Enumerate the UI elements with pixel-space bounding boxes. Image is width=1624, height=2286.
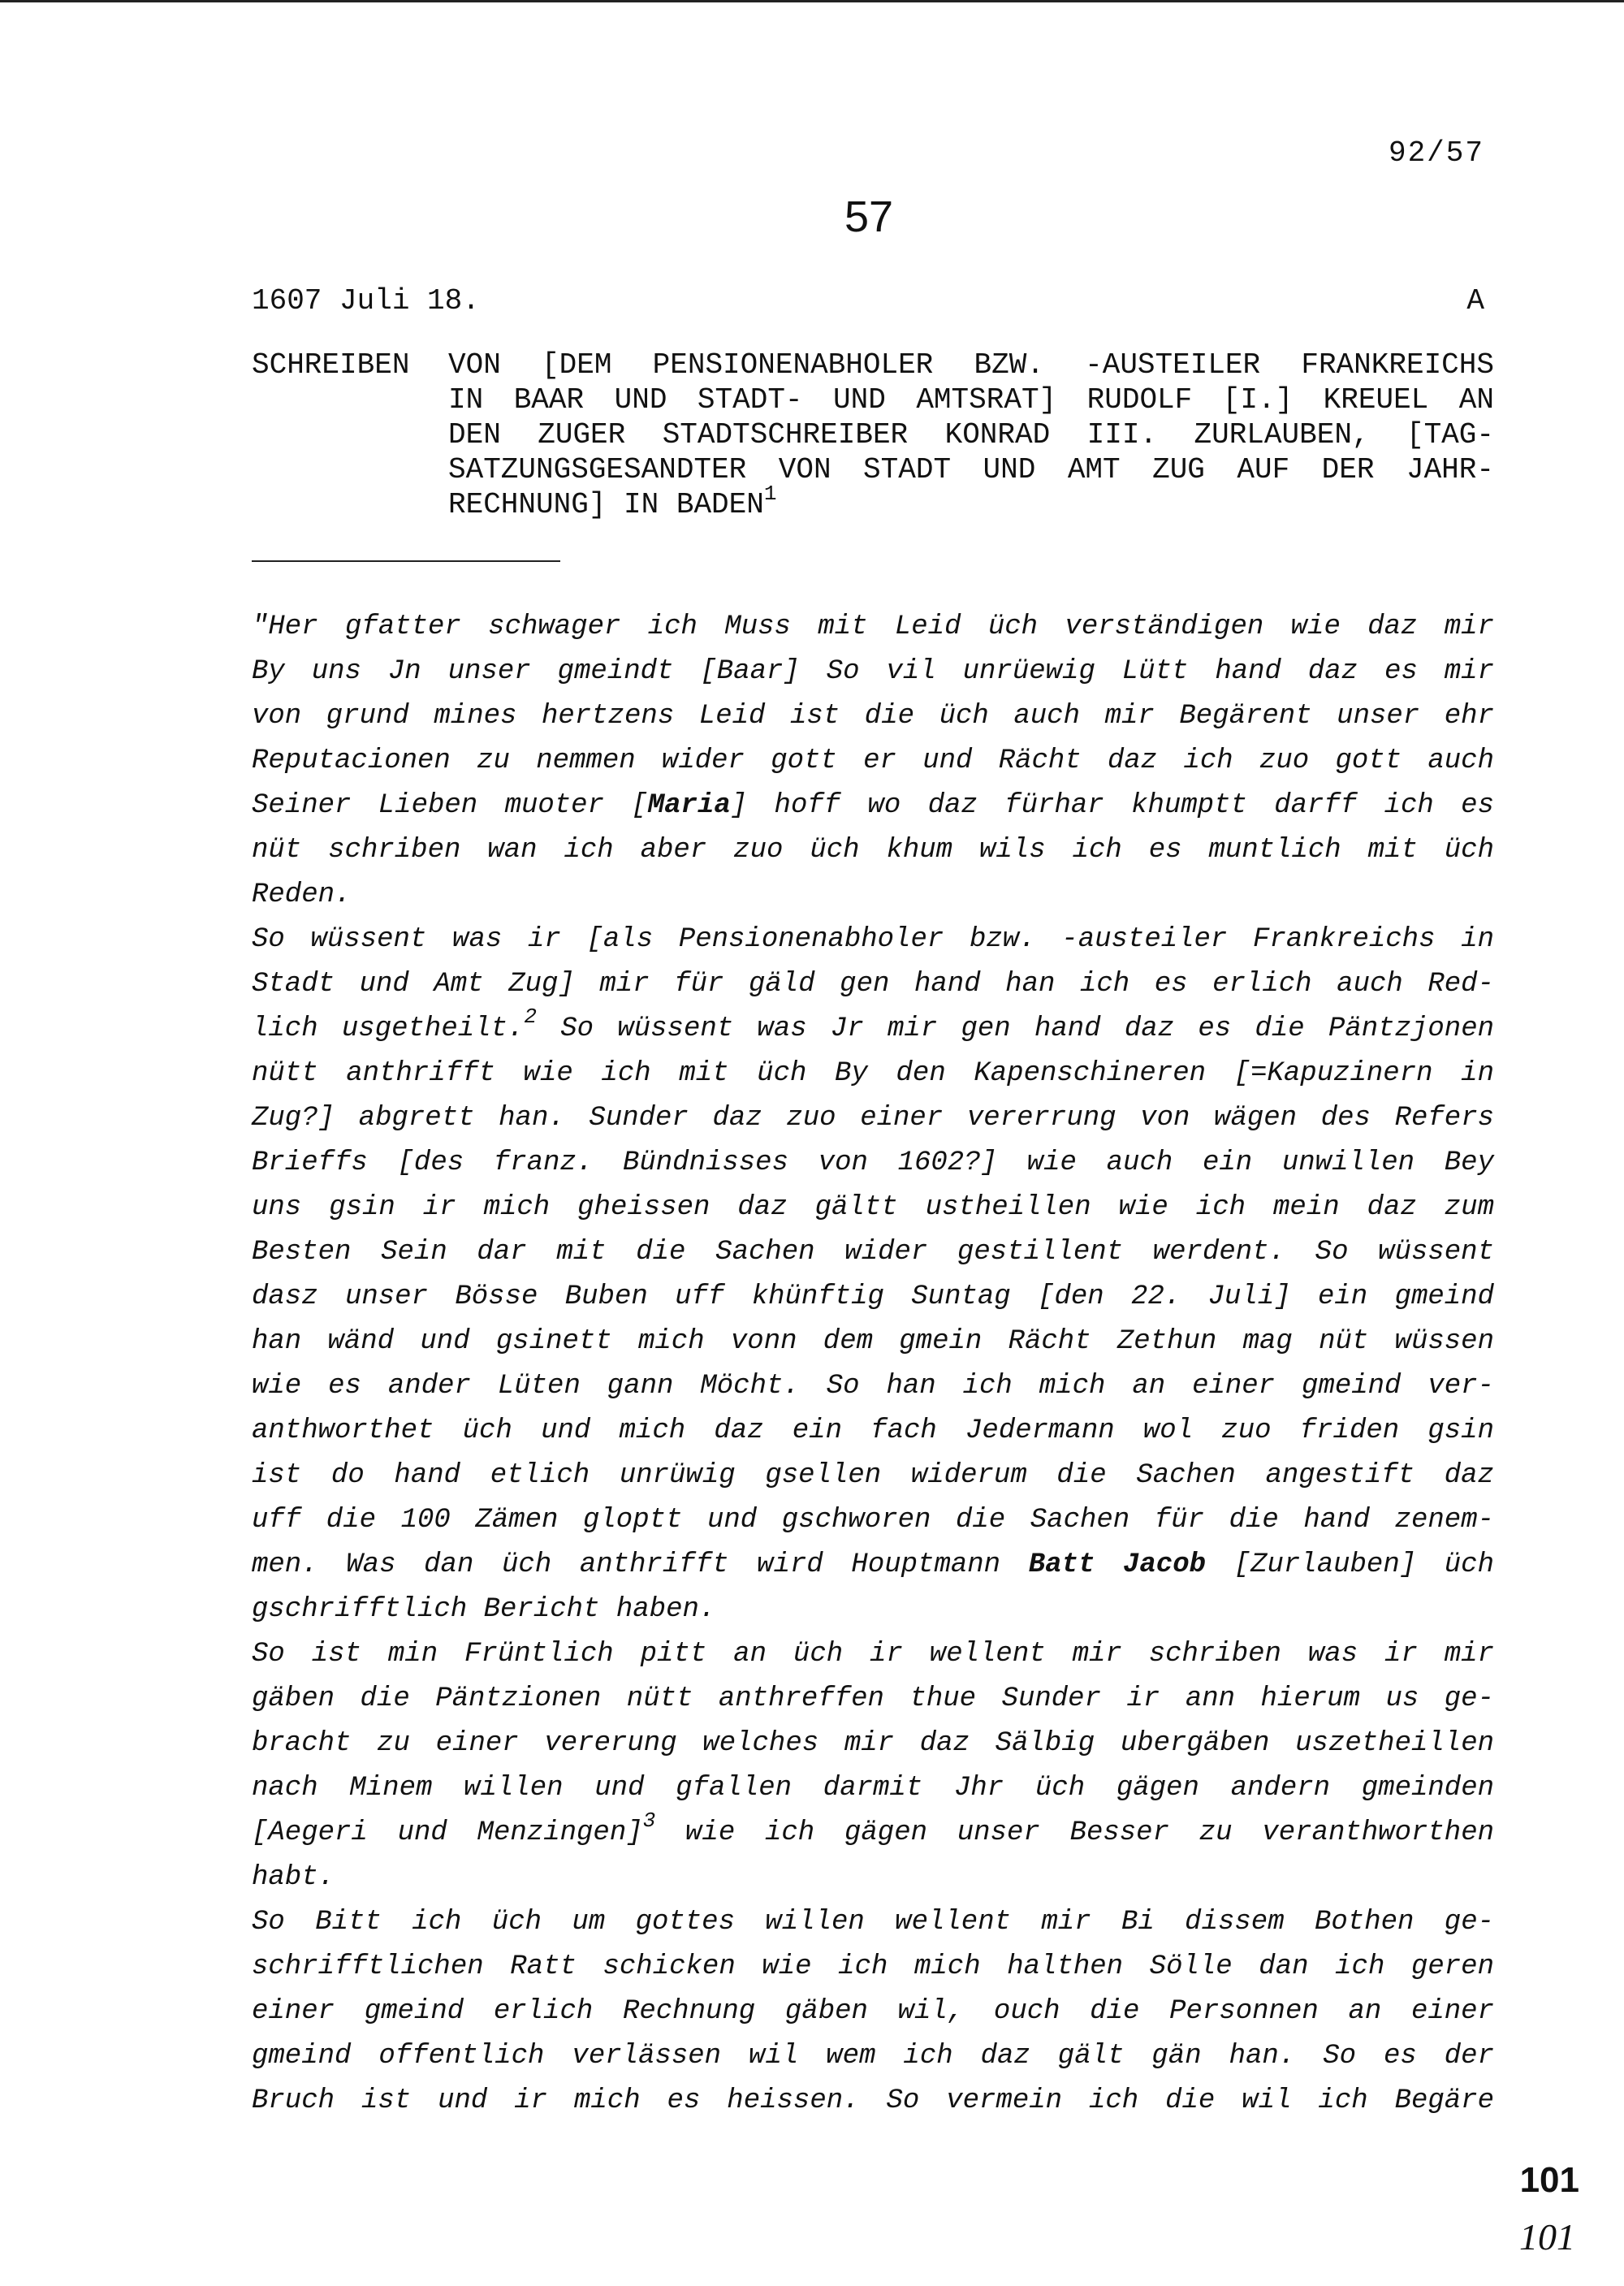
text-line: nütt anthrifft wie ich mit üch By den Kapenschineren [=Kapuzinern in bbox=[252, 1058, 1494, 1089]
text-line: [Aegeri und Menzingen]$^3$ wie ich gägen unser Besser zu veranthworthen bbox=[252, 1808, 1494, 1848]
text-line: ist do hand etlich unrüwig gsellen widerum die Sachen angestift daz bbox=[252, 1460, 1494, 1491]
text-line: men. Was dan üch anthrifft wird Houptmann Batt Jacob [Zurlauben] üch bbox=[252, 1549, 1494, 1580]
page-stamp: 101 bbox=[1519, 2160, 1579, 2200]
text-line: uff die 100 Zämen gloptt und gschworen die Sachen für die hand zenem- bbox=[252, 1505, 1494, 1536]
footnote-mark: 3 bbox=[642, 1808, 656, 1833]
text-line: habt. bbox=[252, 1862, 335, 1893]
top-border bbox=[0, 0, 1624, 2]
text-line: Seiner Lieben muoter [Maria] hoff wo daz fürhar khumptt darff ich es bbox=[252, 790, 1494, 821]
text-line: einer gmeind erlich Rechnung gäben wil, ouch die Personnen an einer bbox=[252, 1996, 1494, 2027]
text-line: von grund mines hertzens Leid ist die üch auch mir Begärent unser ehr bbox=[252, 701, 1494, 732]
text-line: schrifftlichen Ratt schicken wie ich mich halthen Sölle dan ich geren bbox=[252, 1951, 1494, 1982]
text-line: Reden. bbox=[252, 879, 352, 910]
text-line: So wüssent was ir [als Pensionenabholer bzw. -austeiler Frankreichs in bbox=[252, 924, 1494, 955]
letter-body bbox=[252, 605, 1494, 2124]
separator-rule bbox=[252, 560, 560, 562]
heading-line: DEN ZUGER STADTSCHREIBER KONRAD III. ZURLAUBEN, [TAG- bbox=[448, 418, 1494, 452]
text-line: bracht zu einer vererung welches mir daz Sälbig ubergäben uszetheillen bbox=[252, 1728, 1494, 1759]
text-line: lich usgetheilt.$^2$ So wüssent was Jr mir gen hand daz es die Päntzjonen bbox=[252, 1005, 1494, 1044]
text-line: gmeind offentlich verlässen wil wem ich daz gält gän han. So es der bbox=[252, 2041, 1494, 2072]
text-line: dasz unser Bösse Buben uff khünftig Suntag [den 22. Juli] ein gmeind bbox=[252, 1281, 1494, 1312]
text-line: nüt schriben wan ich aber zuo üch khum wils ich es muntlich mit üch bbox=[252, 835, 1494, 866]
text-line: Bruch ist und ir mich es heissen. So vermein ich die wil ich Begäre bbox=[252, 2085, 1494, 2116]
version-letter: A bbox=[1466, 284, 1484, 318]
text-line: Brieffs [des franz. Bündnisses von 1602?] wie auch ein unwillen Bey bbox=[252, 1147, 1494, 1178]
text-line: Besten Sein dar mit die Sachen wider gestillent werdent. So wüssent bbox=[252, 1237, 1494, 1268]
heading-line: IN BAAR UND STADT- UND AMTSRAT] RUDOLF [I.] KREUEL AN bbox=[448, 383, 1494, 417]
footnote-mark: 1 bbox=[763, 482, 777, 506]
heading-text bbox=[448, 348, 1494, 522]
text-line: Stadt und Amt Zug] mir für gäld gen hand han ich es erlich auch Red- bbox=[252, 969, 1494, 1000]
name-maria: Maria bbox=[647, 790, 731, 821]
text-line: gschrifftlich Bericht haben. bbox=[252, 1594, 716, 1625]
name-batt-jacob: Batt Jacob bbox=[1028, 1549, 1207, 1580]
text-line: wie es ander Lüten gann Möcht. So han ich mich an einer gmeind ver- bbox=[252, 1371, 1494, 1402]
document-number: 57 bbox=[844, 192, 894, 241]
text-line: By uns Jn unser gmeindt [Baar] So vil unrüewig Lütt hand daz es mir bbox=[252, 656, 1494, 687]
footnote-mark: 2 bbox=[524, 1005, 537, 1029]
heading-line: VON [DEM PENSIONENABHOLER BZW. -AUSTEILER FRANKREICHS bbox=[448, 348, 1494, 382]
heading-line: SATZUNGSGESANDTER VON STADT UND AMT ZUG AUF DER JAHR- bbox=[448, 453, 1494, 486]
reference-number: 92/57 bbox=[1388, 136, 1484, 170]
text-line: han wänd und gsinett mich vonn dem gmein Rächt Zethun mag nüt wüssen bbox=[252, 1326, 1494, 1357]
text-line: Reputacionen zu nemmen wider gott er und Rächt daz ich zuo gott auch bbox=[252, 745, 1494, 776]
text-line: gäben die Päntzionen nütt anthreffen thue Sunder ir ann hierum us ge- bbox=[252, 1683, 1494, 1714]
heading-line: RECHNUNG] IN BADEN$^1$ bbox=[448, 482, 777, 521]
text-line: So Bitt ich üch um gottes willen wellent mir Bi dissem Bothen ge- bbox=[252, 1907, 1494, 1938]
text-line: uns gsin ir mich gheissen daz gältt ustheillen wie ich mein daz zum bbox=[252, 1192, 1494, 1223]
heading-label: SCHREIBEN bbox=[252, 348, 410, 382]
document-date: 1607 Juli 18. bbox=[252, 284, 480, 318]
text-line: nach Minem willen und gfallen darmit Jhr üch gägen andern gmeinden bbox=[252, 1773, 1494, 1804]
text-line: anthworthet üch und mich daz ein fach Jedermann wol zuo friden gsin bbox=[252, 1415, 1494, 1446]
text-line: So ist min Früntlich pitt an üch ir wellent mir schriben was ir mir bbox=[252, 1639, 1494, 1670]
handwritten-page-number: 101 bbox=[1519, 2216, 1575, 2258]
text-line: "Her gfatter schwager ich Muss mit Leid üch verständigen wie daz mir bbox=[252, 611, 1494, 642]
text-line: Zug?] abgrett han. Sunder daz zuo einer vererrung von wägen des Refers bbox=[252, 1103, 1494, 1134]
